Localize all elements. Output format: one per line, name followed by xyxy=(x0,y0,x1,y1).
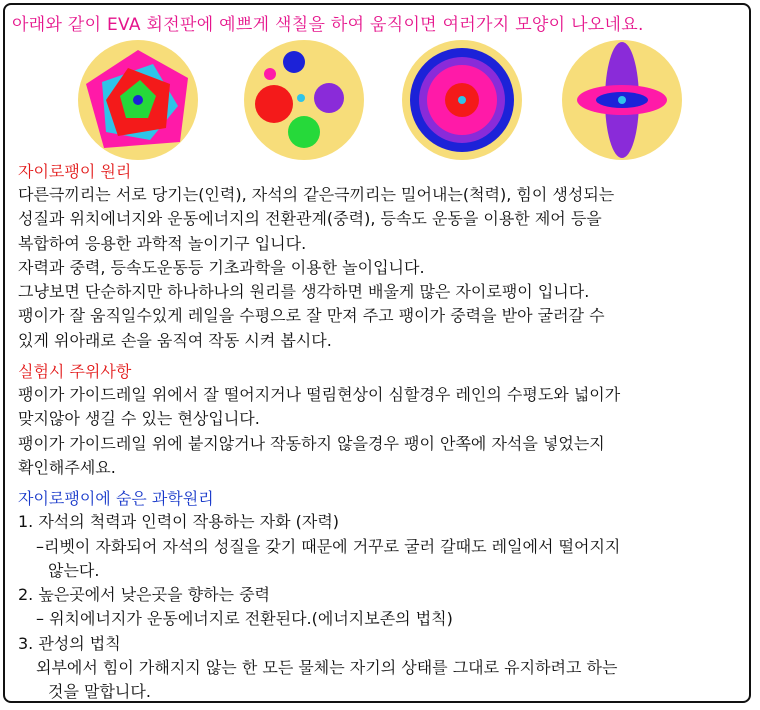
body-text xyxy=(18,161,748,705)
principle-item-1-detail: –리벳이 자화되어 자석의 성질을 갖기 때문에 거꾸로 굴러 갈때도 레일에서 떨어지지 xyxy=(36,536,621,556)
section2-line: 맞지않아 생길 수 있는 현상입니다. xyxy=(18,409,260,429)
section1-title: 자이로팽이 원리 xyxy=(18,162,132,181)
section1-line: 자력과 중력, 등속도운동등 기초과학을 이용한 놀이입니다. xyxy=(18,257,425,277)
dots-disc xyxy=(244,40,364,160)
center-dot xyxy=(458,96,466,104)
principle-item-3: 3. 관성의 법칙 xyxy=(18,633,121,653)
section2-title: 실험시 주위사항 xyxy=(18,362,132,382)
principle-item-2: 2. 높은곳에서 낮은곳을 향하는 중력 xyxy=(18,585,270,605)
principle-item-3-detail: 것을 말합니다. xyxy=(48,682,151,702)
center-dot xyxy=(133,95,143,105)
pentagon-disc xyxy=(78,40,198,160)
rings-disc xyxy=(402,40,522,160)
section1-line: 성질과 위치에너지와 운동에너지의 전환관계(중력), 등속도 운동을 이용한 제어 등을 xyxy=(18,209,602,229)
magenta-dot xyxy=(264,68,276,80)
green-dot xyxy=(288,116,320,148)
ellipses-disc xyxy=(562,40,682,160)
principle-item-1-detail: 않는다. xyxy=(48,560,100,580)
red-dot xyxy=(255,85,293,123)
section1-line: 복합하여 응용한 과학적 놀이기구 입니다. xyxy=(18,233,307,253)
principle-item-3-detail: 외부에서 힘이 가해지지 않는 한 모든 물체는 자기의 상태를 그대로 유지하려고 하는 xyxy=(36,658,618,678)
section1-line: 다른극끼리는 서로 당기는(인력), 자석의 같은극끼리는 밀어내는(척력), 힘이 생성되는 xyxy=(18,185,615,204)
principle-item-2-detail: – 위치에너지가 운동에너지로 전환된다.(에너지보존의 법칙) xyxy=(36,609,453,629)
blue-dot xyxy=(283,51,305,73)
section2-line: 확인해주세요. xyxy=(18,457,116,477)
section1-line: 팽이가 잘 움직일수있게 레일을 수평으로 잘 만져 주고 팽이가 중력을 받아 굴러갈 수 xyxy=(18,306,605,326)
section2-line: 팽이가 가이드레일 위에서 잘 떨어지거나 떨림현상이 심할경우 레인의 수평도와 넓이가 xyxy=(18,385,621,405)
center-dot xyxy=(618,96,626,104)
principle-item-1: 1. 자석의 척력과 인력이 작용하는 자화 (자력) xyxy=(18,512,340,532)
disc-illustrations xyxy=(0,40,760,160)
section2-line: 팽이가 가이드레일 위에 붙지않거나 작동하지 않을경우 팽이 안쪽에 자석을 넣었는지 xyxy=(18,433,605,453)
section1-line: 그냥보면 단순하지만 하나하나의 원리를 생각하면 배울게 많은 자이로팽이 입니다. xyxy=(18,282,590,302)
center-dot xyxy=(297,94,305,102)
purple-dot xyxy=(314,83,344,113)
section1-line: 있게 위아래로 손을 움직여 작동 시켜 봅시다. xyxy=(18,330,332,350)
section3-title: 자이로팽이에 숨은 과학원리 xyxy=(18,489,214,509)
intro-text: 아래와 같이 EVA 회전판에 예쁘게 색칠을 하여 움직이면 여러가지 모양이 나오네요. xyxy=(12,15,644,35)
